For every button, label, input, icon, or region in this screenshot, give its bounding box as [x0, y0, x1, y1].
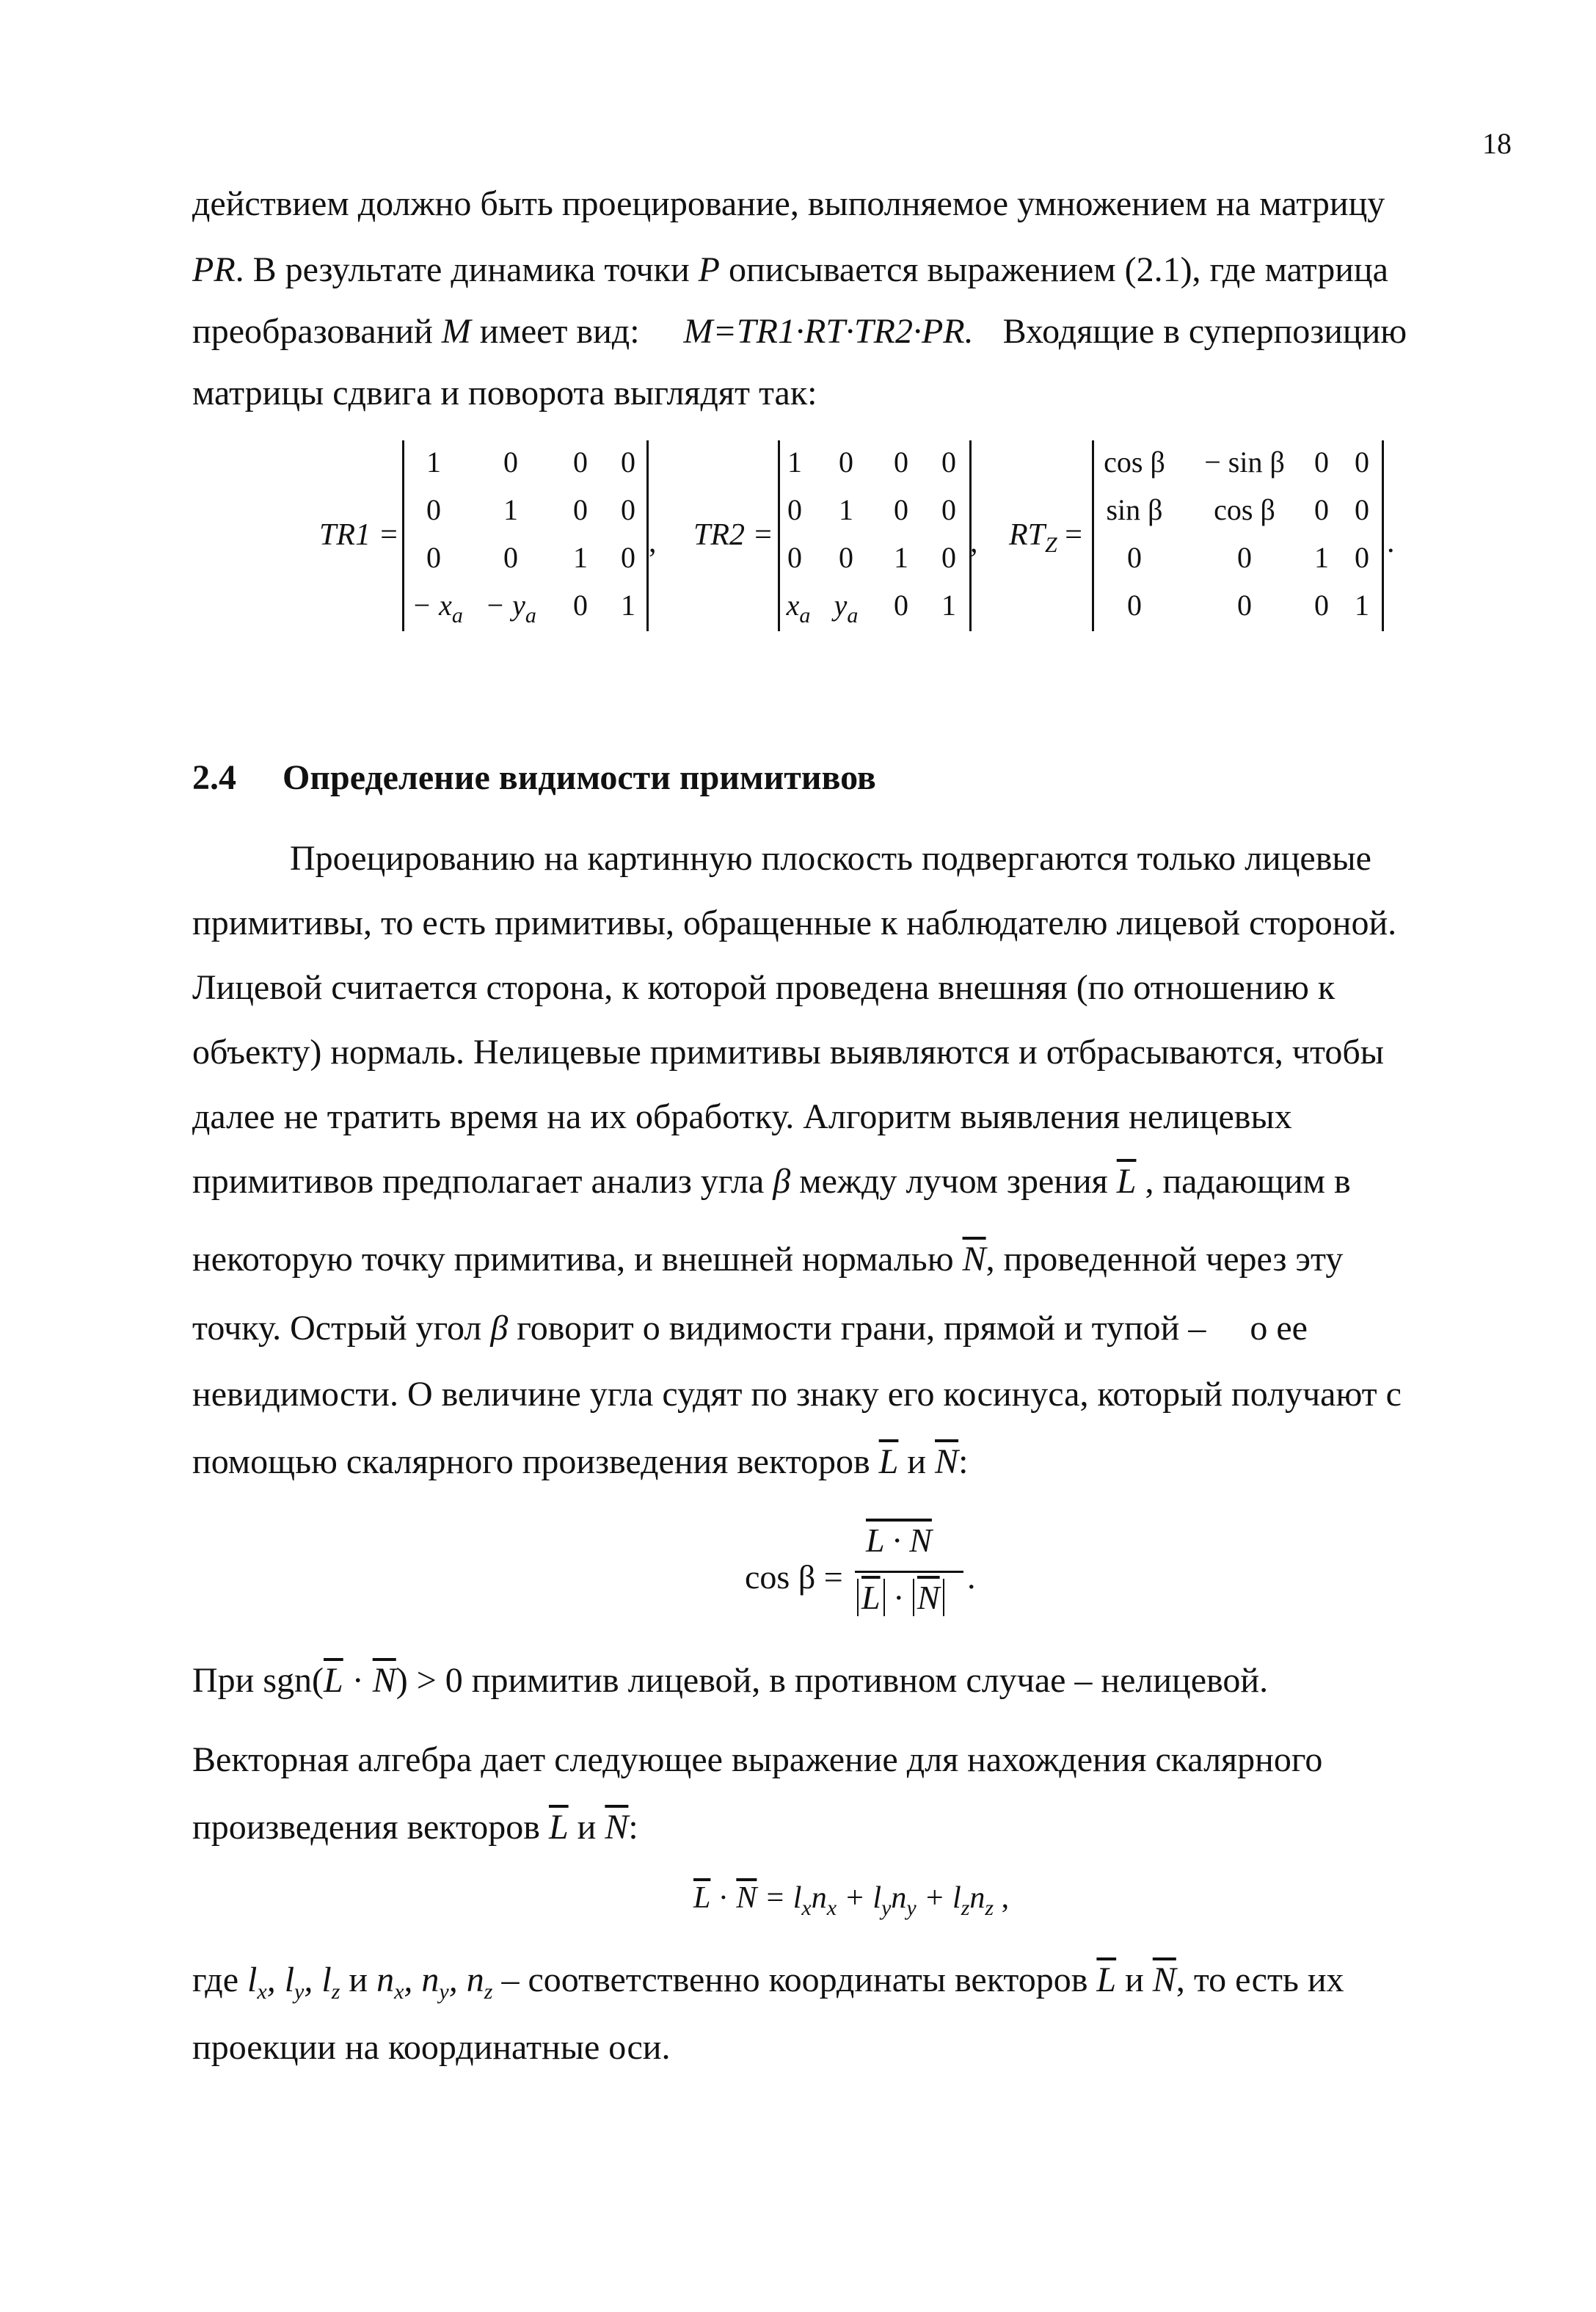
section-number: 2.4 — [192, 758, 236, 797]
transform-formula: M=TR1·RT·TR2·PR. — [683, 312, 974, 351]
tr1-cell: − $x_a$ — [412, 589, 463, 628]
beta-symbol: β — [773, 1162, 791, 1201]
para2-line1: Проецированию на картинную плоскость подвергаются только лицевые — [290, 839, 1371, 878]
cos-formula-numerator: L · N — [866, 1522, 932, 1559]
tr1-cell: 0 — [503, 446, 518, 479]
para2-line5: далее не тратить время на их обработку. Алгоритм выявления нелицевых — [192, 1097, 1292, 1136]
matrix-tr1 — [402, 440, 649, 631]
rtz-cell: 0 — [1127, 541, 1142, 574]
tr1-cell: 0 — [573, 589, 588, 622]
para2-line9: невидимости. О величине угла судят по знаку его косинуса, который получают с — [192, 1375, 1402, 1414]
rtz-cell: − sin β — [1204, 446, 1285, 479]
tr2-cell: 1 — [787, 446, 802, 479]
tr1-cell: 1 — [503, 493, 518, 526]
comma: , — [649, 526, 657, 559]
section-title: Определение видимости примитивов — [283, 758, 876, 797]
beta-symbol: β — [490, 1309, 509, 1348]
para3-line1: Векторная алгебра дает следующее выражение для нахождения скалярного — [192, 1740, 1323, 1779]
para3-line2: произведения векторов $\overline{L}$ и $\overline{N}$: — [192, 1808, 638, 1847]
comma: , — [970, 526, 978, 559]
tr2-cell: 1 — [894, 541, 908, 574]
vector-l: $\overline{L}$ — [1116, 1162, 1137, 1201]
para1-line2: PR. В результате динамика точки P описывается выражением (2.1), где матрица — [192, 250, 1388, 289]
vector-l: $\overline{L}$ — [878, 1442, 899, 1481]
rtz-label: $RT_Z$ = — [1009, 518, 1082, 557]
rtz-cell: 0 — [1314, 446, 1329, 479]
para2-line3: Лицевой считается сторона, к которой проведена внешняя (по отношению к — [192, 968, 1336, 1007]
para2-line4: объекту) нормаль. Нелицевые примитивы выявляются и отбрасываются, чтобы — [192, 1033, 1384, 1072]
tr2-cell: 0 — [787, 541, 802, 574]
tr2-cell: 1 — [839, 493, 853, 526]
para2-line10: помощью скалярного произведения векторов $\overline{L}$ и $\overline{N}$: — [192, 1442, 969, 1481]
tr2-cell: 0 — [839, 541, 853, 574]
fraction-bar — [855, 1571, 963, 1573]
cos-formula-denominator: $\overline{L} \cdot \overline{N}$ — [857, 1578, 944, 1617]
rtz-cell: 0 — [1127, 589, 1142, 622]
tr2-cell: $y_a$ — [834, 589, 859, 628]
cos-formula-lhs: cos β = — [745, 1558, 843, 1596]
tr1-cell: 1 — [573, 541, 588, 574]
matrix-rtz — [1092, 440, 1384, 631]
para2-line7: некоторую точку примитива, и внешней нормалью $\overline{N}$, проведенной через эту — [192, 1240, 1344, 1279]
vector-n: $\overline{N}$ — [962, 1240, 986, 1279]
para2-line6: примитивов предполагает анализ угла β между лучом зрения $\overline{L}$ , падающим в — [192, 1162, 1351, 1201]
sign-line: При $sgn(\overline{L} \cdot \overline{N}) > 0$ примитив лицевой, в противном случае – нелицевой. — [192, 1661, 1269, 1700]
tr1-cell: 1 — [621, 589, 635, 622]
tr1-cell: − $y_a$ — [485, 589, 536, 628]
tr2-cell: 0 — [839, 446, 853, 479]
cos-formula-end: . — [967, 1558, 976, 1596]
tr2-cell: 0 — [894, 589, 908, 622]
tr2-cell: 0 — [894, 493, 908, 526]
para4-line1: где $l_x$, $l_y$, $l_z$ и $n_x$, $n_y$, $n_z$ – соответственно координаты векторов $\overline{L}$ и $\overline{N}$, то есть их — [192, 1960, 1344, 2004]
rtz-cell: 1 — [1355, 589, 1369, 622]
tr1-cell: 0 — [621, 493, 635, 526]
para2-line2: примитивы, то есть примитивы, обращенные к наблюдателю лицевой стороной. — [192, 904, 1397, 942]
para4-line2: проекции на координатные оси. — [192, 2028, 671, 2067]
para1-line3: преобразований M имеет вид: M=TR1·RT·TR2·PR. Входящие в суперпозицию — [192, 312, 1407, 351]
tr2-cell: 0 — [894, 446, 908, 479]
tr1-cell: 0 — [573, 446, 588, 479]
tr2-cell: 0 — [941, 446, 956, 479]
tr1-cell: 0 — [426, 541, 441, 574]
tr1-cell: 0 — [621, 446, 635, 479]
tr1-cell: 0 — [426, 493, 441, 526]
matrix-tr2 — [778, 440, 972, 631]
point-p: P — [698, 250, 720, 289]
period: . — [1387, 526, 1395, 559]
rtz-cell: 0 — [1237, 541, 1252, 574]
tr2-cell: 0 — [787, 493, 802, 526]
para1-line4: матрицы сдвига и поворота выглядят так: — [192, 374, 817, 412]
tr2-cell: $x_a$ — [786, 589, 811, 628]
tr1-cell: 0 — [621, 541, 635, 574]
dot-product-formula: $\overline{L} \cdot \overline{N} = l_xn_x + l_yn_y + l_zn_z$ , — [693, 1881, 1010, 1920]
rtz-cell: 0 — [1314, 589, 1329, 622]
tr2-cell: 0 — [941, 541, 956, 574]
rtz-cell: 0 — [1355, 541, 1369, 574]
rtz-cell: cos β — [1104, 446, 1165, 479]
rtz-cell: 0 — [1355, 446, 1369, 479]
rtz-cell: sin β — [1106, 493, 1163, 526]
tr2-label: TR2 = — [693, 518, 773, 552]
tr1-cell: 0 — [573, 493, 588, 526]
rtz-cell: 0 — [1237, 589, 1252, 622]
para2-line8: точку. Острый угол β говорит о видимости грани, прямой и тупой – о ее — [192, 1309, 1308, 1348]
tr1-label: TR1 = — [319, 518, 399, 552]
rtz-cell: 1 — [1314, 541, 1329, 574]
tr1-cell: 1 — [426, 446, 441, 479]
rtz-cell: 0 — [1355, 493, 1369, 526]
para1-line1: действием должно быть проецирование, выполняемое умножением на матрицу — [192, 184, 1385, 223]
rtz-cell: 0 — [1314, 493, 1329, 526]
matrix-pr: PR — [192, 250, 236, 289]
tr2-cell: 0 — [941, 493, 956, 526]
rtz-cell: cos β — [1214, 493, 1275, 526]
vector-n: $\overline{N}$ — [935, 1442, 959, 1481]
page-number: 18 — [1482, 127, 1512, 160]
tr2-cell: 1 — [941, 589, 956, 622]
tr1-cell: 0 — [503, 541, 518, 574]
